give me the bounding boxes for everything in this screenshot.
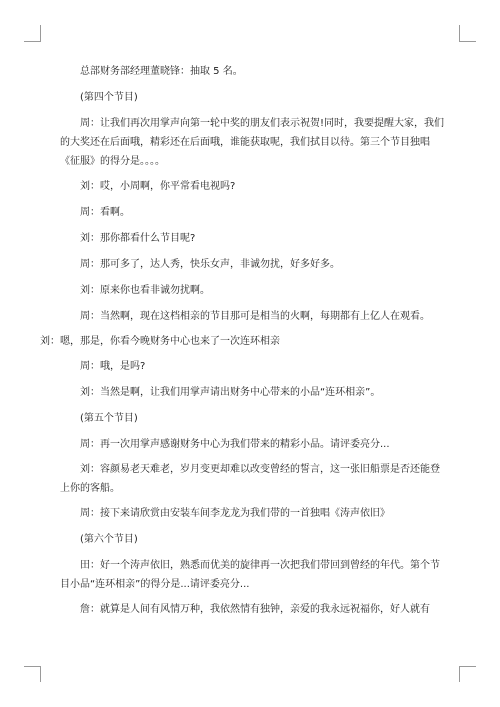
paragraph: 总部财务部经理董晓锋：抽取 5 名。 <box>80 66 243 77</box>
paragraph: 周：哦，是吗? <box>80 361 146 372</box>
paragraph: 刘：那你都看什么节目呢? <box>80 233 196 244</box>
crop-mark-top-left-vertical <box>40 25 41 41</box>
paragraph: 刘：当然是啊，让我们用掌声请出财务中心带来的小品“连环相亲”。 <box>80 387 381 398</box>
crop-mark-bottom-right-vertical <box>459 666 460 682</box>
paragraph: 周：看啊。 <box>80 207 130 218</box>
crop-mark-bottom-right-horizontal <box>459 666 476 667</box>
paragraph: 周：再一次用掌声感谢财务中心为我们带来的精彩小品。请评委亮分... <box>80 439 390 450</box>
paragraph: 刘：原来你也看非诚勿扰啊。 <box>80 285 210 296</box>
crop-mark-top-right-horizontal <box>459 41 476 42</box>
section-heading: (第六个节目) <box>80 534 138 545</box>
paragraph: 周：当然啊，现在这档相亲的节目那可是相当的火啊，每期都有上亿人在观看。 <box>80 311 430 322</box>
paragraph: 刘：哎，小周啊，你平常看电视吗? <box>80 181 236 192</box>
document-body <box>40 62 448 619</box>
paragraph: 刘：容颜易老天难老，岁月变更却难以改变曾经的誓言，这一张旧船票是否还能登上你的客船。 <box>60 464 440 494</box>
crop-mark-bottom-left-vertical <box>40 666 41 682</box>
paragraph: 周：让我们再次用掌声向第一轮中奖的朋友们表示祝贺!同时，我要提醒大家，我们的大奖还在后面哦，精彩还在后面哦，谁能获取呢，我们拭目以待。第三个节目独唱《征服》的得分是。。。。 <box>60 118 445 167</box>
paragraph: 詹：就算是人间有风情万种，我依然情有独钟，亲爱的我永远祝福你，好人就有 <box>80 604 430 615</box>
section-heading: (第四个节目) <box>80 92 138 103</box>
paragraph: 刘：嗯，那是，你看今晚财务中心也来了一次连环相亲 <box>40 336 280 347</box>
crop-mark-top-right-vertical <box>459 25 460 41</box>
paragraph: 田：好一个涛声依旧，熟悉而优美的旋律再一次把我们带回到曾经的年代。第个节目小品“连环相亲”的得分是...请评委亮分... <box>60 560 440 590</box>
paragraph: 周：那可多了，达人秀，快乐女声，非诚勿扰，好多好多。 <box>80 259 340 270</box>
crop-mark-bottom-left-horizontal <box>24 666 41 667</box>
crop-mark-top-left-horizontal <box>24 41 41 42</box>
section-heading: (第五个节目) <box>80 413 138 424</box>
paragraph: 周：接下来请欣赏由安装车间李龙龙为我们带的一首独唱《涛声依旧》 <box>80 508 390 519</box>
